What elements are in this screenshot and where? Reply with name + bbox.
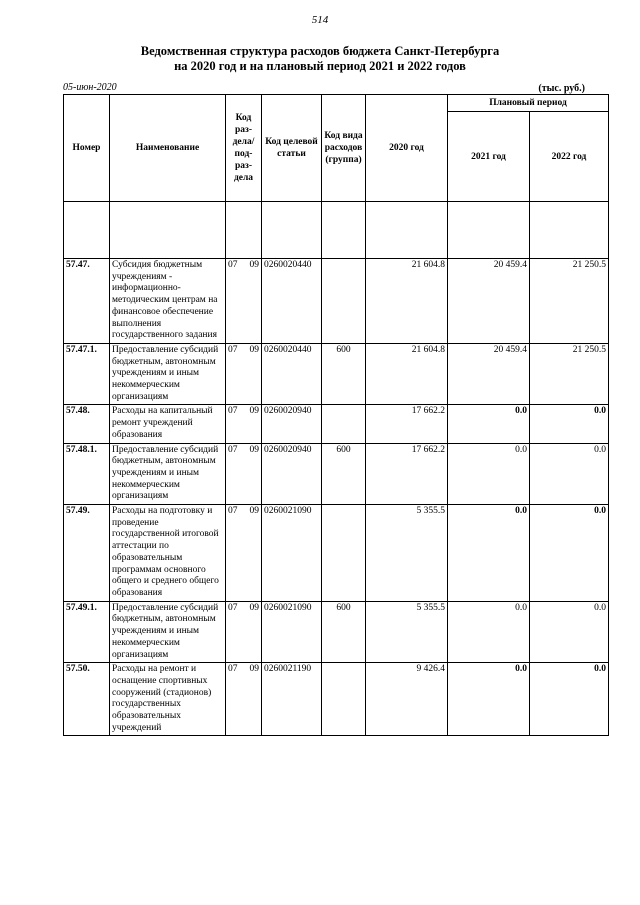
row-number: 57.48. <box>64 405 110 443</box>
page-number: 514 <box>311 14 329 26</box>
units-label: (тыс. руб.) <box>538 83 585 94</box>
row-number: 57.47. <box>64 259 110 344</box>
table-row <box>64 443 609 505</box>
section-code: 07 <box>228 344 238 355</box>
row-target-code: 0260020940 <box>262 443 322 505</box>
section-code-wrap <box>228 445 259 455</box>
section-code-wrap <box>228 345 259 355</box>
row-amount-2020: 5 355.5 <box>366 505 448 602</box>
row-expense-type: 600 <box>322 343 366 405</box>
row-amount-2020: 9 426.4 <box>366 663 448 736</box>
table-row <box>64 505 609 602</box>
row-number: 57.48.1. <box>64 443 110 505</box>
row-amount-2022: 0.0 <box>530 663 609 736</box>
row-section-code <box>226 601 262 663</box>
row-number: 57.50. <box>64 663 110 736</box>
row-target-code: 0260021090 <box>262 601 322 663</box>
row-section-code <box>226 343 262 405</box>
row-target-code: 0260020440 <box>262 259 322 344</box>
section-code: 07 <box>228 406 238 417</box>
row-name: Предоставление субсидий бюджетным, автономным учреждениям и иным некоммерческим организациям <box>110 443 226 505</box>
title-line-2: на 2020 год и на плановый период 2021 и 2022 годов <box>174 59 466 73</box>
section-code: 07 <box>228 664 238 675</box>
header-name: Наименование <box>110 95 226 202</box>
section-code: 07 <box>228 260 238 270</box>
row-name: Предоставление субсидий бюджетным, автономным учреждениям и иным некоммерческим организациям <box>110 601 226 663</box>
table-row <box>64 259 609 344</box>
table-row <box>64 343 609 405</box>
row-expense-type <box>322 405 366 443</box>
table-row <box>64 405 609 443</box>
row-amount-2020: 17 662.2 <box>366 443 448 505</box>
document-date: 05-июн-2020 <box>63 82 117 93</box>
section-code: 07 <box>228 602 238 613</box>
row-amount-2022: 21 250.5 <box>530 343 609 405</box>
header-row-1 <box>64 95 609 112</box>
row-name: Предоставление субсидий бюджетным, автономным учреждениям и иным некоммерческим организациям <box>110 343 226 405</box>
header-2022: 2022 год <box>530 112 609 202</box>
subsection-code: 09 <box>249 664 259 675</box>
row-expense-type: 600 <box>322 443 366 505</box>
row-target-code: 0260020940 <box>262 405 322 443</box>
header-section: Код раз-дела/ под-раз-дела <box>226 95 262 202</box>
row-expense-type: 600 <box>322 601 366 663</box>
row-amount-2021: 20 459.4 <box>448 343 530 405</box>
row-section-code <box>226 405 262 443</box>
row-amount-2021: 0.0 <box>448 405 530 443</box>
row-section-code <box>226 259 262 344</box>
section-code-wrap <box>228 260 259 270</box>
row-expense-type <box>322 259 366 344</box>
header-target: Код целевой статьи <box>262 95 322 202</box>
row-target-code: 0260020440 <box>262 343 322 405</box>
row-amount-2020: 21 604.8 <box>366 259 448 344</box>
header-2021: 2021 год <box>448 112 530 202</box>
row-name: Расходы на капитальный ремонт учреждений образования <box>110 405 226 443</box>
section-code: 07 <box>228 444 238 455</box>
row-section-code <box>226 663 262 736</box>
header-planned-period: Плановый период <box>448 95 609 112</box>
row-amount-2022: 21 250.5 <box>530 259 609 344</box>
section-code: 07 <box>228 506 238 517</box>
row-amount-2020: 5 355.5 <box>366 601 448 663</box>
title-line-1: Ведомственная структура расходов бюджета Санкт-Петербурга <box>140 44 500 58</box>
row-number: 57.49.1. <box>64 601 110 663</box>
table-row <box>64 663 609 736</box>
header-expense-type: Код вида расходов (группа) <box>322 95 366 202</box>
row-number: 57.49. <box>64 505 110 602</box>
row-amount-2022: 0.0 <box>530 443 609 505</box>
subsection-code: 09 <box>249 260 259 270</box>
row-name: Расходы на ремонт и оснащение спортивных сооружений (стадионов) государственных образовательных учреждений <box>110 663 226 736</box>
row-amount-2021: 20 459.4 <box>448 259 530 344</box>
table-body <box>64 202 609 736</box>
row-target-code: 0260021190 <box>262 663 322 736</box>
row-amount-2022: 0.0 <box>530 601 609 663</box>
row-target-code: 0260021090 <box>262 505 322 602</box>
row-amount-2020: 21 604.8 <box>366 343 448 405</box>
row-amount-2021: 0.0 <box>448 601 530 663</box>
row-expense-type <box>322 505 366 602</box>
row-amount-2021: 0.0 <box>448 443 530 505</box>
table-row <box>64 601 609 663</box>
row-name: Субсидия бюджетным учреждениям - информационно-методическим центрам на финансовое обеспечение выполнения государственного задания <box>110 259 226 344</box>
row-number: 57.47.1. <box>64 343 110 405</box>
section-code-wrap <box>228 603 259 613</box>
row-amount-2022: 0.0 <box>530 405 609 443</box>
section-code-wrap <box>228 506 259 516</box>
row-expense-type <box>322 663 366 736</box>
header-2020: 2020 год <box>366 95 448 202</box>
row-amount-2020: 17 662.2 <box>366 405 448 443</box>
subsection-code: 09 <box>249 444 259 455</box>
row-amount-2022: 0.0 <box>530 505 609 602</box>
budget-table <box>63 94 609 736</box>
section-code-wrap <box>228 664 259 674</box>
header-number: Номер <box>64 95 110 202</box>
row-amount-2021: 0.0 <box>448 505 530 602</box>
subsection-code: 09 <box>249 344 259 355</box>
subsection-code: 09 <box>249 602 259 613</box>
section-code-wrap <box>228 406 259 416</box>
row-name: Расходы на подготовку и проведение государственной итоговой аттестации по образовательным программам основного общего и среднего общего образования <box>110 505 226 602</box>
row-section-code <box>226 505 262 602</box>
row-amount-2021: 0.0 <box>448 663 530 736</box>
document-title <box>0 44 640 74</box>
row-section-code <box>226 443 262 505</box>
subsection-code: 09 <box>249 406 259 417</box>
spacer-row <box>64 202 609 259</box>
subsection-code: 09 <box>249 506 259 517</box>
